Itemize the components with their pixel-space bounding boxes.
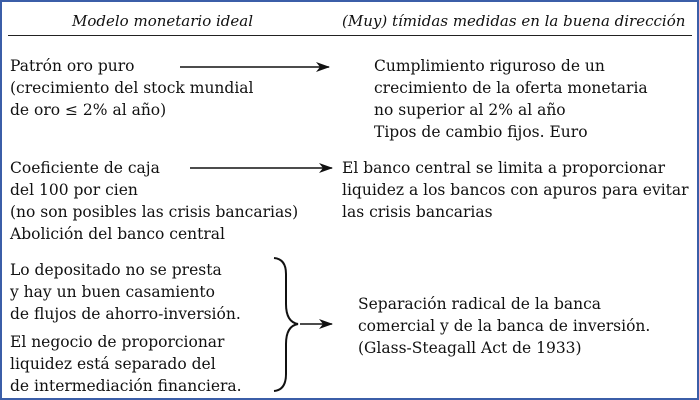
row3-left-b-line2: liquidez está separado del	[10, 355, 216, 373]
header-left: Modelo monetario ideal	[72, 12, 254, 30]
row3-left-a-line2: y hay un buen casamiento	[10, 283, 215, 301]
row3-right-line3: (Glass-Steagall Act de 1933)	[358, 339, 582, 357]
row3-curly-brace	[274, 258, 298, 391]
row3-left-b-line3: de intermediación financiera.	[10, 377, 242, 395]
row2-left-line3: (no son posibles las crisis bancarias)	[10, 203, 299, 221]
row3-left-a-line1: Lo depositado no se presta	[10, 261, 222, 279]
row3-right-line1: Separación radical de la banca	[358, 295, 602, 313]
row1-right-line1: Cumplimiento riguroso de un	[374, 57, 605, 75]
row1-right-line4: Tipos de cambio fijos. Euro	[374, 123, 588, 141]
row1-left-line1: Patrón oro puro	[10, 57, 135, 75]
row2-right-line3: las crisis bancarias	[342, 203, 493, 221]
row2-left-line2: del 100 por cien	[10, 181, 138, 199]
row1-right-line2: crecimiento de la oferta monetaria	[374, 79, 648, 97]
header-right: (Muy) tímidas medidas en la buena dirección	[342, 12, 686, 30]
row2-left-line4: Abolición del banco central	[10, 225, 225, 243]
row1-left-line3: de oro ≤ 2% al año)	[10, 101, 167, 119]
connectors	[2, 2, 697, 398]
row1-left-line2: (crecimiento del stock mundial	[10, 79, 254, 97]
row2-right-line1: El banco central se limita a proporcionar	[342, 159, 666, 177]
row3-right-line2: comercial y de la banca de inversión.	[358, 317, 651, 335]
row2-right-line2: liquidez a los bancos con apuros para evitar	[342, 181, 689, 199]
row3-left-a-line3: de flujos de ahorro-inversión.	[10, 305, 241, 323]
row3-left-b-line1: El negocio de proporcionar	[10, 333, 225, 351]
row1-right-line3: no superior al 2% al año	[374, 101, 566, 119]
row2-left-line1: Coeficiente de caja	[10, 159, 160, 177]
